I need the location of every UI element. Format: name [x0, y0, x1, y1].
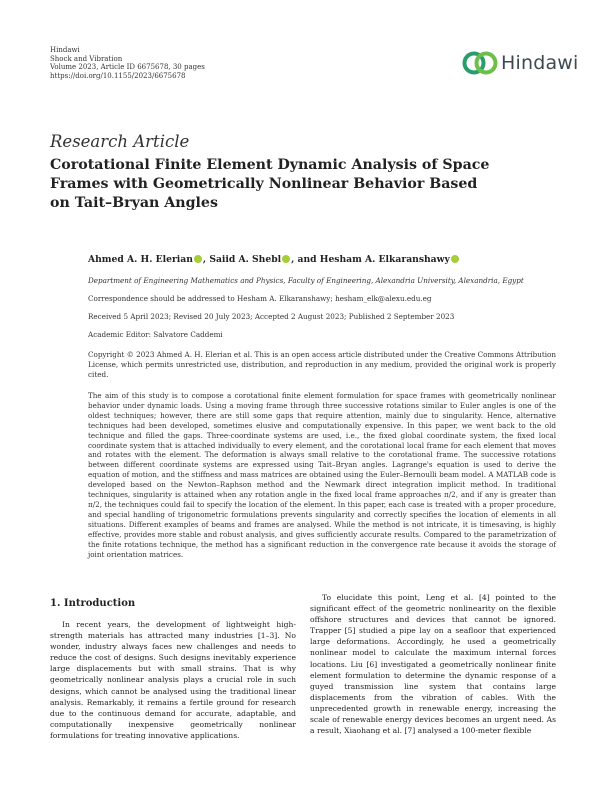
journal-meta — [50, 46, 205, 80]
publication-dates: Received 5 April 2023; Revised 20 July 2023; Accepted 2 August 2023; Published 2 September 2023 — [88, 312, 455, 321]
journal-publisher: Hindawi — [50, 46, 80, 54]
abstract: The aim of this study is to compose a corotational finite element formulation for space frames with geometrically nonlinear behavior under dynamic loads. Using a moving frame through three successive rotations similar to Euler angles is one of the oldest techniques; however, there are still some gaps that require attention, mainly due to singularity. Hence, alternative techniques had been developed, sometimes elusive and computationally expensive. In this paper, we went back to the old technique and filled the gaps. Three-coordinate systems are used, i.e., the fixed global coordinate system, the fixed local coordinate system that is attached individually to every element, and the corotational local frame for each element that moves and rotates with the element. The deformation is always small relative to the corotational frame. The successive rotations between different coordinate systems are expressed using Tait–Bryan angles. Lagrange's equation is used to derive the equation of motion, and the stiffness and mass matrices are obtained using the Euler–Bernoulli beam model. A MATLAB code is developed based on the Newton–Raphson method and the Newmark direct integration implicit method. In traditional techniques, singularity is attained when any rotation angle in the fixed local frame approaches π/2, and if any is greater than π/2, the techniques could fail to specify the location of the element. In this paper, each case is treated with a proper procedure, and special handling of trigonometric formulations prevents singularity and correctly specifies the location of elements in all situations. Different examples of beams and frames are analysed. While the method is not intricate, it is timesaving, is highly effective, provides more stable and robust analysis, and gives sufficiently accurate results. Compared to the parametrization of the finite rotations technique, the method has a significant reduction in the convergence rate because it avoids the storage of joint orientation matrices. — [88, 391, 556, 559]
orcid-icon[interactable] — [282, 255, 290, 263]
intro-paragraph-right: To elucidate this point, Leng et al. [4] pointed to the significant effect of the geometric nonlinearity on the flexible offshore structures and devices that cannot be ignored. Trapper [5] studied a pipe lay on a seafloor that experienced large deformations. Accordingly, he used a geometrically nonlinear model to calculate the maximum internal forces locations. Liu [6] investigated a geometrically nonlinear finite element formulation to determine the dynamic response of a guyed transmission line system that contains large displacements from the vibration of cables. With the unprecedented growth in renewable energy, increasing the scale of renewable energy devices becomes an urgent need. As a result, Xiaohang et al. [7] analysed a 100-meter flexible — [310, 593, 556, 736]
correspondence: Correspondence should be addressed to Hesham A. Elkaranshawy; hesham_elk@alexu.edu.eg — [88, 294, 432, 303]
author-separator: , and — [291, 254, 320, 265]
orcid-icon[interactable] — [451, 255, 459, 263]
paper-title: Corotational Finite Element Dynamic Analysis of Space Frames with Geometrically Nonlinear Behavior Based on Tait–Bryan Angles — [50, 157, 490, 211]
copyright-notice: Copyright © 2023 Ahmed A. H. Elerian et al. This is an open access article distributed under the Creative Commons Attribution License, which permits unrestricted use, distribution, and reproduction in any medium, provided the original work is properly cited. — [88, 350, 556, 379]
author-name: Saiid A. Shebl — [209, 254, 282, 265]
logo-text: Hindawi — [501, 52, 579, 74]
author-name: Hesham A. Elkaranshawy — [319, 254, 450, 265]
orcid-icon[interactable] — [194, 255, 202, 263]
hindawi-rings-icon — [462, 48, 498, 78]
hindawi-logo[interactable] — [462, 48, 579, 78]
article-type: Research Article — [50, 132, 190, 151]
author-list — [88, 254, 568, 265]
author-name: Ahmed A. H. Elerian — [88, 254, 193, 265]
author-separator: , — [202, 254, 210, 265]
affiliation: Department of Engineering Mathematics and Physics, Faculty of Engineering, Alexandria University, Alexandria, Egypt — [88, 276, 524, 285]
academic-editor: Academic Editor: Salvatore Caddemi — [88, 330, 223, 339]
intro-paragraph-left: In recent years, the development of lightweight high-strength materials has attracted many industries [1–3]. No wonder, industry always faces new challenges and needs to reduce the cost of designs. Such designs inevitably experience large displacements but with small strains. That is why geometrically nonlinear analysis plays a crucial role in such designs, which cannot be analysed using the traditional linear analysis. Remarkably, it remains a fertile ground for research due to the continuous demand for accurate, adaptable, and computationally inexpensive geometrically nonlinear formulations for treating innovative applications. — [50, 620, 296, 740]
journal-volume: Volume 2023, Article ID 6675678, 30 pages — [50, 63, 205, 72]
section-heading-introduction: 1. Introduction — [50, 598, 136, 609]
journal-doi[interactable]: https://doi.org/10.1155/2023/6675678 — [50, 71, 186, 80]
journal-name: Shock and Vibration — [50, 54, 123, 63]
